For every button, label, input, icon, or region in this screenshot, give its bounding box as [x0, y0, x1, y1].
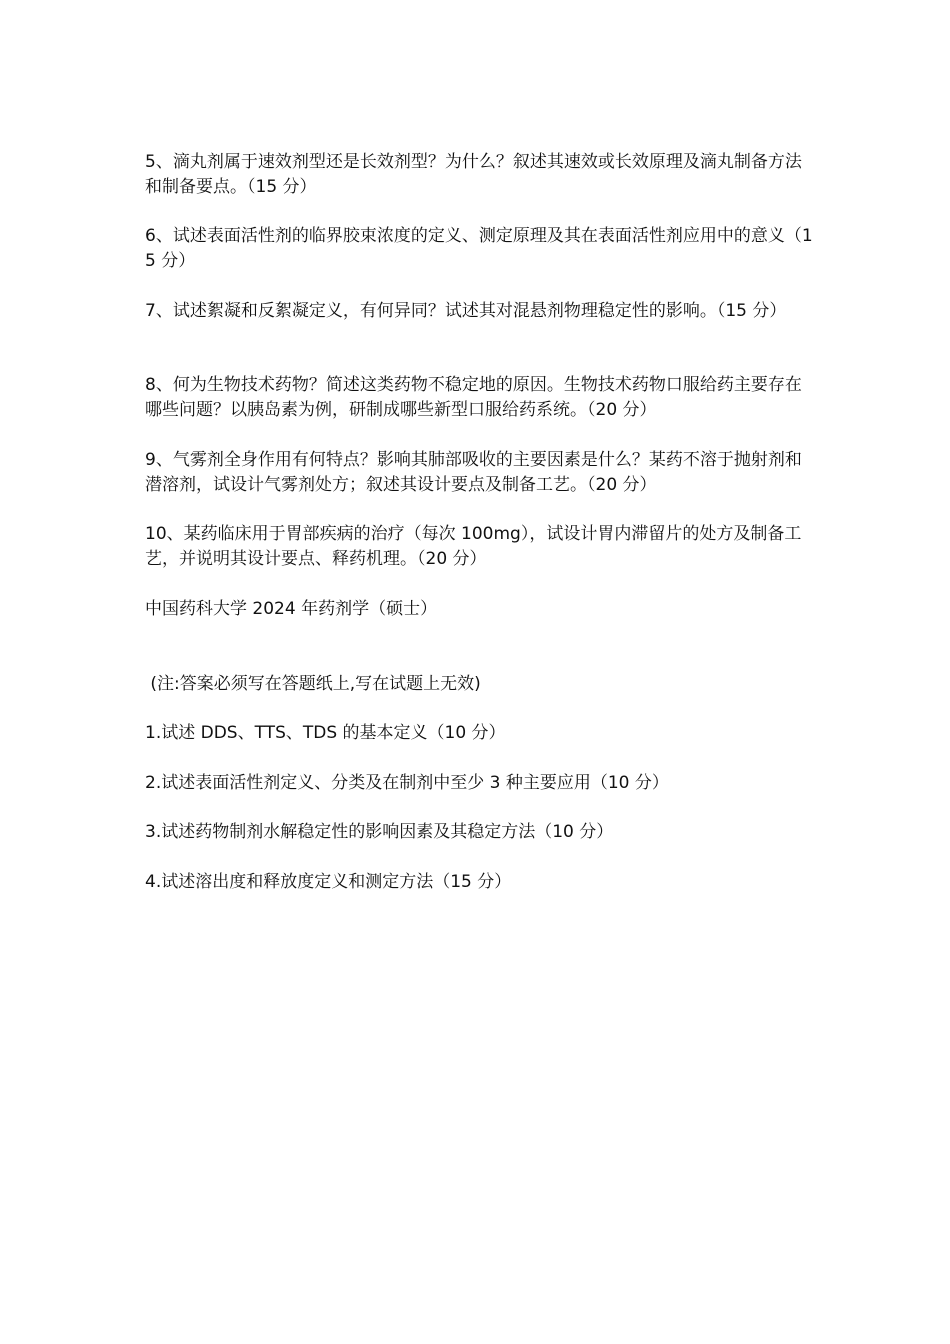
- question-8: 8、何为生物技术药物？简述这类药物不稳定地的原因。生物技术药物口服给药主要存在哪些问题？以胰岛素为例，研制成哪些新型口服给药系统。（20 分）: [145, 375, 802, 420]
- question-6: 6、试述表面活性剂的临界胶束浓度的定义、测定原理及其在表面活性剂应用中的意义（15 分）: [145, 226, 813, 271]
- question-10: 10、某药临床用于胃部疾病的治疗（每次 100mg），试设计胃内滞留片的处方及制备工艺，并说明其设计要点、释药机理。（20 分）: [145, 524, 802, 569]
- question-7: 7、试述絮凝和反絮凝定义，有何异同？试述其对混悬剂物理稳定性的影响。（15 分）: [145, 301, 787, 321]
- question-1: 1.试述 DDS、TTS、TDS 的基本定义（10 分）: [145, 723, 506, 743]
- exam-note: (注:答案必须写在答题纸上,写在试题上无效): [145, 674, 481, 694]
- question-2: 2.试述表面活性剂定义、分类及在制剂中至少 3 种主要应用（10 分）: [145, 773, 669, 793]
- exam-title: 中国药科大学 2024 年药剂学（硕士）: [145, 599, 438, 619]
- question-5: 5、滴丸剂属于速效剂型还是长效剂型？为什么？叙述其速效或长效原理及滴丸制备方法和制备要点。（15 分）: [145, 152, 802, 197]
- question-4: 4.试述溶出度和释放度定义和测定方法（15 分）: [145, 872, 512, 892]
- question-9: 9、气雾剂全身作用有何特点？影响其肺部吸收的主要因素是什么？某药不溶于抛射剂和潜溶剂，试设计气雾剂处方；叙述其设计要点及制备工艺。（20 分）: [145, 450, 802, 495]
- question-3: 3.试述药物制剂水解稳定性的影响因素及其稳定方法（10 分）: [145, 822, 614, 842]
